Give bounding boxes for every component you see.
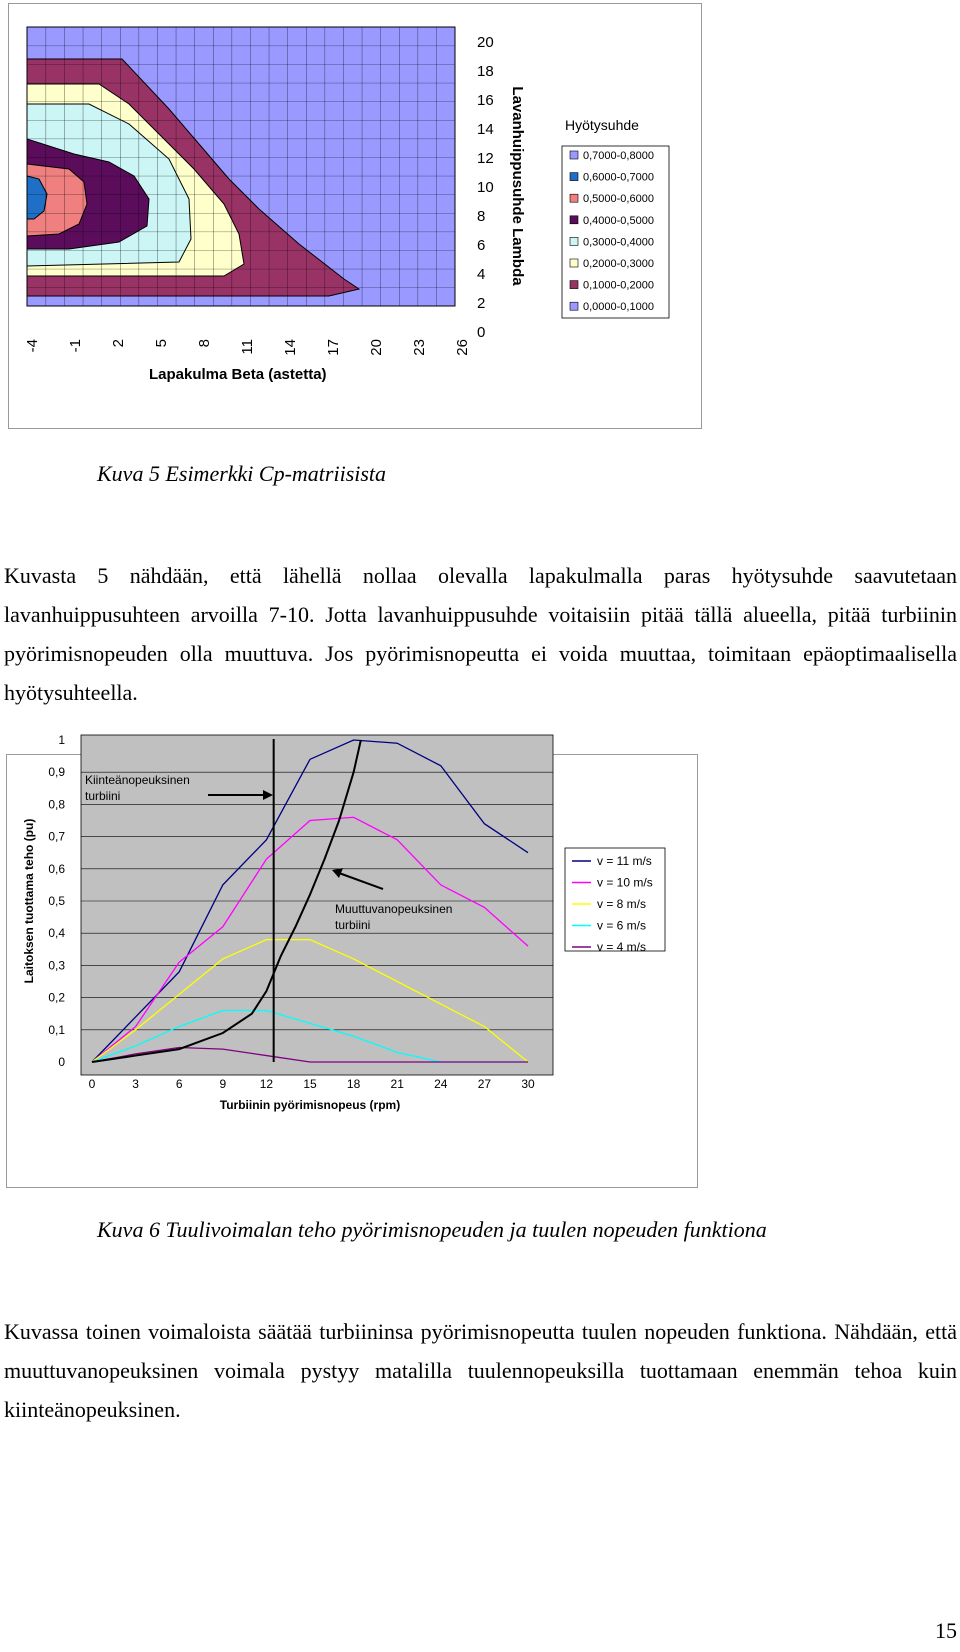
legend-label: v = 10 m/s bbox=[597, 875, 653, 890]
power-chart bbox=[7, 733, 697, 1187]
beta-tick: 14 bbox=[282, 339, 299, 356]
legend-label: v = 8 m/s bbox=[597, 897, 647, 911]
legend-swatch bbox=[570, 173, 578, 181]
page-number: 15 bbox=[935, 1618, 957, 1643]
x-axis-label: Turbiinin pyörimisnopeus (rpm) bbox=[219, 1098, 401, 1112]
cp-matrix-chart bbox=[9, 4, 701, 428]
y-tick: 0,8 bbox=[48, 797, 65, 812]
legend-label: 0,6000-0,7000 bbox=[583, 171, 654, 184]
legend-swatch bbox=[570, 281, 578, 289]
y-tick: 0,2 bbox=[48, 990, 65, 1005]
x-tick: 24 bbox=[434, 1077, 448, 1091]
legend-swatch bbox=[570, 194, 578, 202]
x-tick: 18 bbox=[346, 1077, 361, 1091]
legend-swatch bbox=[570, 302, 578, 310]
legend-swatch bbox=[570, 151, 578, 159]
y-axis-ticks bbox=[48, 733, 65, 1069]
y-tick: 0,5 bbox=[48, 894, 65, 908]
lambda-tick: 6 bbox=[477, 237, 486, 254]
legend-label: v = 11 m/s bbox=[597, 854, 652, 868]
legend-swatch bbox=[570, 259, 578, 267]
y-tick: 0,9 bbox=[48, 765, 65, 780]
legend-swatch bbox=[570, 237, 578, 245]
x-tick: 27 bbox=[477, 1077, 492, 1091]
x-tick: 3 bbox=[132, 1077, 139, 1091]
annotation-fixed: Kiinteänopeuksinen turbiini bbox=[85, 773, 190, 803]
y-tick: 0,1 bbox=[48, 1022, 65, 1037]
cp-matrix-figure bbox=[8, 3, 702, 429]
figure-5-caption: Kuva 5 Esimerkki Cp-matriisista bbox=[97, 461, 387, 486]
lambda-tick: 2 bbox=[477, 295, 486, 312]
paragraph-1: Kuvasta 5 nähdään, että lähellä nollaa olevalla lapakulmalla paras hyötysuhde saavutetaan lavanhuippusuhteen arvoilla 7-10. Jotta lavanhuippusuhde voitaisiin pitää tällä alueella, pitää turbiinin pyörimisnopeuden olla muuttuva. Jos pyörimisnopeutta ei voida muuttaa, toimitaan epäoptimaalisella hyötysuhteella. bbox=[4, 563, 957, 705]
beta-tick: 20 bbox=[368, 339, 385, 356]
legend-swatch bbox=[570, 216, 578, 224]
y-tick: 0,4 bbox=[48, 926, 65, 941]
x-axis-ticks bbox=[89, 1077, 535, 1091]
beta-tick: -4 bbox=[24, 339, 41, 353]
beta-tick: -1 bbox=[67, 339, 84, 353]
lambda-tick: 12 bbox=[477, 150, 494, 167]
legend-label: 0,5000-0,6000 bbox=[583, 193, 654, 206]
beta-tick: 11 bbox=[239, 339, 256, 355]
y-tick: 0 bbox=[58, 1055, 65, 1069]
y-axis-label: Laitoksen tuottama teho (pu) bbox=[22, 818, 36, 984]
x-tick: 15 bbox=[303, 1077, 317, 1091]
y-tick: 0,3 bbox=[48, 958, 65, 973]
beta-tick: 5 bbox=[153, 339, 170, 348]
beta-axis-label: Lapakulma Beta (astetta) bbox=[149, 366, 327, 383]
annotation-variable: Muuttuvanopeuksinen turbiini bbox=[335, 902, 453, 932]
lambda-tick: 4 bbox=[477, 266, 486, 283]
lambda-tick: 16 bbox=[477, 92, 494, 109]
x-tick: 6 bbox=[175, 1077, 183, 1091]
beta-tick: 8 bbox=[196, 339, 213, 348]
legend-label: 0,3000-0,4000 bbox=[583, 236, 654, 249]
paragraph-2: Kuvassa toinen voimaloista säätää turbiininsa pyörimisnopeutta tuulen nopeuden funktiona. Nähdään, että muuttuvanopeuksinen voimala pystyy matalilla tuulennopeuksilla tuottamaan enemmän tehoa kuin kiinteänopeuksinen. bbox=[4, 1319, 957, 1422]
legend-label: v = 6 m/s bbox=[597, 918, 647, 933]
x-tick: 9 bbox=[219, 1077, 227, 1091]
beta-tick: 23 bbox=[411, 339, 428, 356]
x-tick: 30 bbox=[521, 1077, 535, 1091]
legend-label: 0,7000-0,8000 bbox=[583, 150, 654, 162]
beta-tick: 26 bbox=[454, 339, 471, 356]
beta-tick: 2 bbox=[110, 339, 127, 348]
x-tick: 21 bbox=[390, 1077, 404, 1091]
legend-label: 0,0000-0,1000 bbox=[583, 301, 654, 314]
legend-label: v = 4 m/s bbox=[597, 940, 647, 954]
beta-axis-ticks bbox=[24, 339, 471, 356]
lambda-tick: 18 bbox=[477, 63, 494, 80]
legend-label: 0,1000-0,2000 bbox=[583, 279, 654, 292]
lambda-axis-label: Lavanhuippusuhde Lambda bbox=[509, 86, 526, 286]
figure-6-caption: Kuva 6 Tuulivoimalan teho pyörimisnopeuden ja tuulen nopeuden funktiona bbox=[97, 1217, 767, 1242]
power-figure bbox=[6, 733, 698, 1188]
lambda-tick: 8 bbox=[477, 208, 486, 225]
lambda-tick: 20 bbox=[477, 34, 494, 51]
lambda-tick: 10 bbox=[477, 179, 494, 196]
legend-label: 0,4000-0,5000 bbox=[583, 214, 654, 227]
lambda-axis-ticks bbox=[477, 34, 494, 341]
x-tick: 12 bbox=[259, 1077, 274, 1091]
legend-title: Hyötysuhde bbox=[565, 117, 639, 133]
beta-tick: 17 bbox=[325, 339, 342, 356]
lambda-tick: 0 bbox=[477, 324, 486, 341]
y-tick: 0,6 bbox=[48, 861, 65, 876]
legend-label: 0,2000-0,3000 bbox=[583, 258, 654, 270]
y-tick: 1 bbox=[58, 733, 65, 747]
lambda-tick: 14 bbox=[477, 121, 494, 138]
x-tick: 0 bbox=[88, 1077, 96, 1091]
y-tick: 0,7 bbox=[48, 829, 65, 844]
